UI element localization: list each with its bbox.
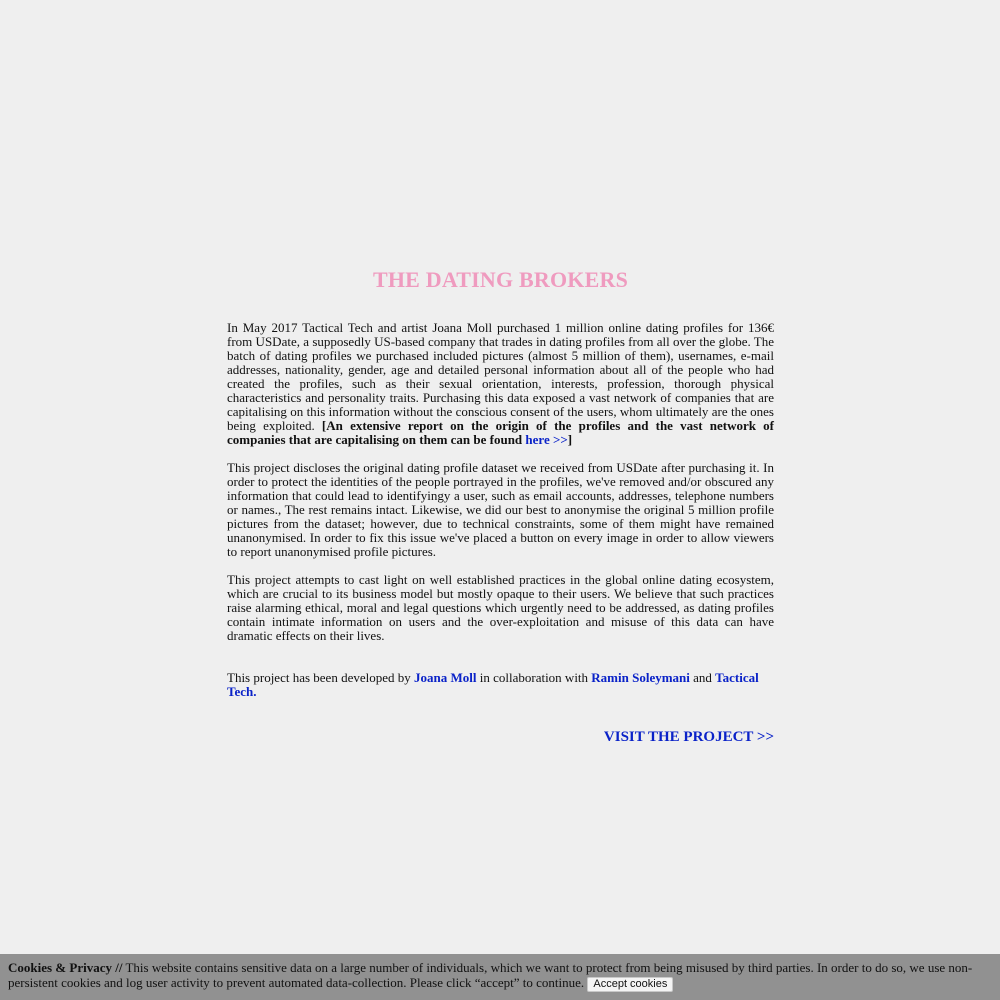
intro-paragraph (227, 321, 774, 447)
author-link[interactable]: Joana Moll (414, 670, 477, 685)
credits-and: and (689, 670, 716, 685)
collaborator-link[interactable]: Ramin Soleymani (591, 670, 690, 685)
page-title: THE DATING BROKERS (372, 267, 629, 292)
report-note-text: [An extensive report on the origin of the profiles and the vast network of companies that are capitalising on them can be found (227, 418, 774, 447)
cookie-text: This website contains sensitive data on a large number of individuals, which we want to protect from being misused by third parties. In order to do so, we use non-persistent cookies and log user activity to prevent automated data-collection. Please click “accept” to continue. (8, 960, 973, 990)
credits-middle: in collaboration with (476, 670, 592, 685)
credits-line (227, 671, 774, 699)
main-content (227, 264, 774, 745)
cookie-heading: Cookies & Privacy // (8, 960, 123, 975)
cookie-banner (0, 954, 1000, 1000)
accept-cookies-button[interactable]: Accept cookies (587, 977, 673, 992)
credits-prefix: This project has been developed by (227, 670, 414, 685)
report-note-close: ] (567, 432, 573, 447)
disclosure-paragraph: This project discloses the original dating profile dataset we received from USDate after purchasing it. In order to protect the identities of the people portrayed in the profiles, we've removed and/or obscured any information that could lead to identifyingy a user, such as email accounts, addresses, telephone numbers or names., The rest remains intact. Likewise, we did our best to anonymise the original 5 million profile pictures from the dataset; however, due to technical constraints, some of them might have remained unanonymised. In order to fix this issue we've placed a button on every image in order to allow viewers to report unanonymised profile pictures. (227, 460, 774, 559)
visit-project-row (227, 729, 774, 745)
intro-text: In May 2017 Tactical Tech and artist Joana Moll purchased 1 million online dating profiles for 136€ from USDate, a supposedly US-based company that trades in dating profiles from all over the globe. The batch of dating profiles we purchased included pictures (almost 5 million of them), usernames, e-mail addresses, nationality, gender, age and detailed personal information about all of the people who had created the profiles, such as their sexual orientation, interests, profession, thorough physical characteristics and personality traits. Purchasing this data exposed a vast network of companies that are capitalising on this information without the conscious consent of the users, whom ultimately are the ones being exploited. (227, 320, 774, 433)
visit-project-link[interactable]: VISIT THE PROJECT >> (603, 729, 774, 745)
purpose-paragraph: This project attempts to cast light on well established practices in the global online dating ecosystem, which are crucial to its business model but mostly opaque to their users. We believe that such practices raise alarming ethical, moral and legal questions which urgently need to be addressed, as dating profiles contain intimate information on users and the over-exploitation and misuse of this data can have dramatic effects on their lives. (227, 572, 774, 643)
report-link[interactable]: here >> (525, 432, 568, 447)
organization-link[interactable]: Tactical Tech. (227, 670, 759, 699)
